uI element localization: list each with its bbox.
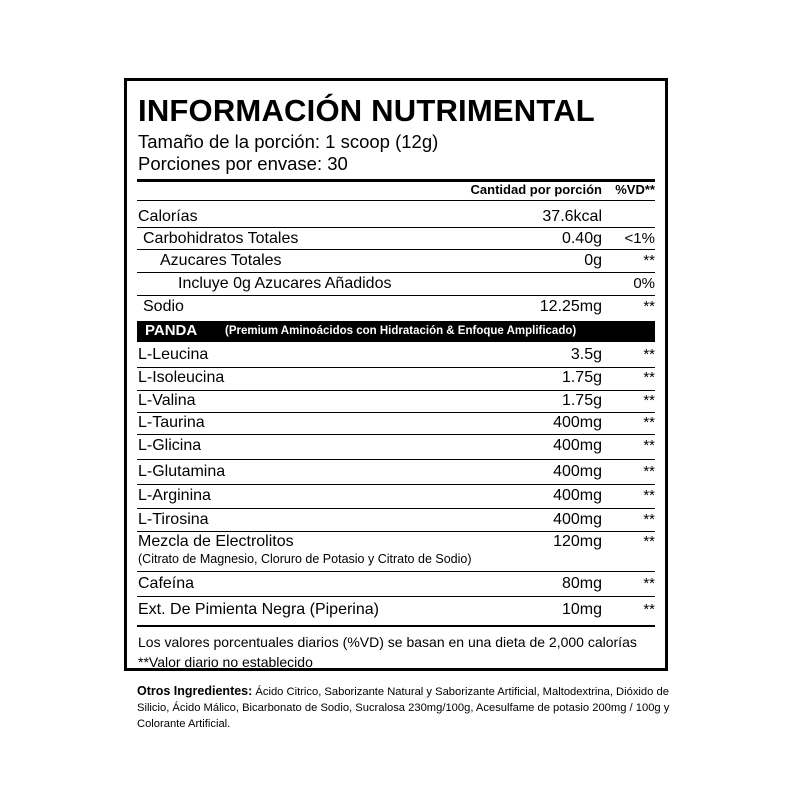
other-ingredients-text: Ácido Citrico, Saborizante Natural y Saborizante Artificial, Maltodextrina, Dióxido de Silicio, Ácido Málico, Bicarbonato de Sodio, Sucralosa 230mg/100g, Acesulfame de potasio 200mg / 100g y Colorante Artificial. xyxy=(137,686,670,730)
ingredient-name: L-Glicina xyxy=(138,437,202,454)
ingredient-amount: 80mg xyxy=(561,575,602,592)
ingredient-dv: ** xyxy=(643,575,655,592)
blend-name: PANDA xyxy=(145,322,198,339)
divider xyxy=(137,295,655,296)
nutrient-name: Sodio xyxy=(143,298,184,315)
ingredient-dv: ** xyxy=(643,414,655,431)
nutrient-dv: ** xyxy=(643,298,655,315)
serving-size: Tamaño de la porción: 1 scoop (12g) xyxy=(138,131,439,152)
ingredient-amount: 400mg xyxy=(553,414,602,431)
divider xyxy=(137,625,655,627)
ingredient-dv: ** xyxy=(643,511,655,528)
ingredient-amount: 400mg xyxy=(553,487,602,504)
servings-per-container: Porciones por envase: 30 xyxy=(138,153,348,174)
ingredient-dv: ** xyxy=(643,392,655,409)
nutrient-amount: 37.6kcal xyxy=(542,208,602,225)
nutrient-dv: <1% xyxy=(624,230,655,247)
divider xyxy=(137,249,655,250)
divider xyxy=(137,508,655,509)
ingredient-name: L-Tirosina xyxy=(138,511,209,528)
ingredient-name: L-Leucina xyxy=(138,346,209,363)
divider xyxy=(137,200,655,201)
ingredient-name: L-Glutamina xyxy=(138,463,226,480)
divider xyxy=(137,390,655,391)
ingredient-dv: ** xyxy=(643,346,655,363)
ingredient-name: Mezcla de Electrolitos xyxy=(138,533,294,550)
ingredient-amount: 1.75g xyxy=(561,392,602,409)
divider xyxy=(137,367,655,368)
divider xyxy=(137,596,655,597)
column-amount-header: Cantidad por porción xyxy=(470,182,602,197)
nutrient-name: Incluye 0g Azucares Añadidos xyxy=(178,275,392,292)
ingredient-dv: ** xyxy=(643,437,655,454)
nutrient-name: Carbohidratos Totales xyxy=(143,230,299,247)
ingredient-dv: ** xyxy=(643,533,655,550)
other-ingredients-label: Otros Ingredientes: xyxy=(137,684,253,698)
divider xyxy=(137,484,655,485)
ingredient-amount: 400mg xyxy=(553,437,602,454)
ingredient-amount: 3.5g xyxy=(570,346,602,363)
blend-description: (Premium Aminoácidos con Hidratación & Enfoque Amplificado) xyxy=(225,325,577,337)
divider xyxy=(137,531,655,532)
ingredient-amount: 400mg xyxy=(553,511,602,528)
blend-header-band xyxy=(137,321,655,342)
footnote-not-established: **Valor diario no establecido xyxy=(138,654,313,670)
ingredient-sub: (Citrato de Magnesio, Cloruro de Potasio y Citrato de Sodio) xyxy=(138,552,472,566)
nutrient-dv: 0% xyxy=(633,275,655,292)
nutrient-amount: 12.25mg xyxy=(539,298,602,315)
nutrition-facts-panel xyxy=(124,78,668,671)
ingredient-name: L-Arginina xyxy=(138,487,211,504)
ingredient-dv: ** xyxy=(643,463,655,480)
nutrient-dv: ** xyxy=(643,252,655,269)
ingredient-name: Ext. De Pimienta Negra (Piperina) xyxy=(138,601,379,618)
nutrient-name: Azucares Totales xyxy=(160,252,282,269)
column-dv-header: %VD** xyxy=(615,182,655,197)
ingredient-dv: ** xyxy=(643,487,655,504)
divider xyxy=(137,227,655,228)
divider xyxy=(137,412,655,413)
divider xyxy=(137,459,655,460)
ingredient-name: L-Valina xyxy=(138,392,196,409)
ingredient-amount: 10mg xyxy=(561,601,602,618)
ingredient-dv: ** xyxy=(643,369,655,386)
ingredient-name: L-Taurina xyxy=(138,414,205,431)
ingredient-name: L-Isoleucina xyxy=(138,369,225,386)
divider xyxy=(137,434,655,435)
divider xyxy=(137,571,655,572)
nutrient-amount: 0g xyxy=(584,252,602,269)
ingredient-name: Cafeína xyxy=(138,575,195,592)
ingredient-amount: 400mg xyxy=(553,463,602,480)
ingredient-amount: 120mg xyxy=(553,533,602,550)
ingredient-dv: ** xyxy=(643,601,655,618)
nutrient-amount: 0.40g xyxy=(561,230,602,247)
divider xyxy=(137,272,655,273)
nutrient-name: Calorías xyxy=(138,208,198,225)
footnote-dv: Los valores porcentuales diarios (%VD) se basan en una dieta de 2,000 calorías xyxy=(138,634,637,650)
ingredient-amount: 1.75g xyxy=(561,369,602,386)
other-ingredients xyxy=(137,683,677,732)
panel-title: INFORMACIÓN NUTRIMENTAL xyxy=(138,93,595,128)
